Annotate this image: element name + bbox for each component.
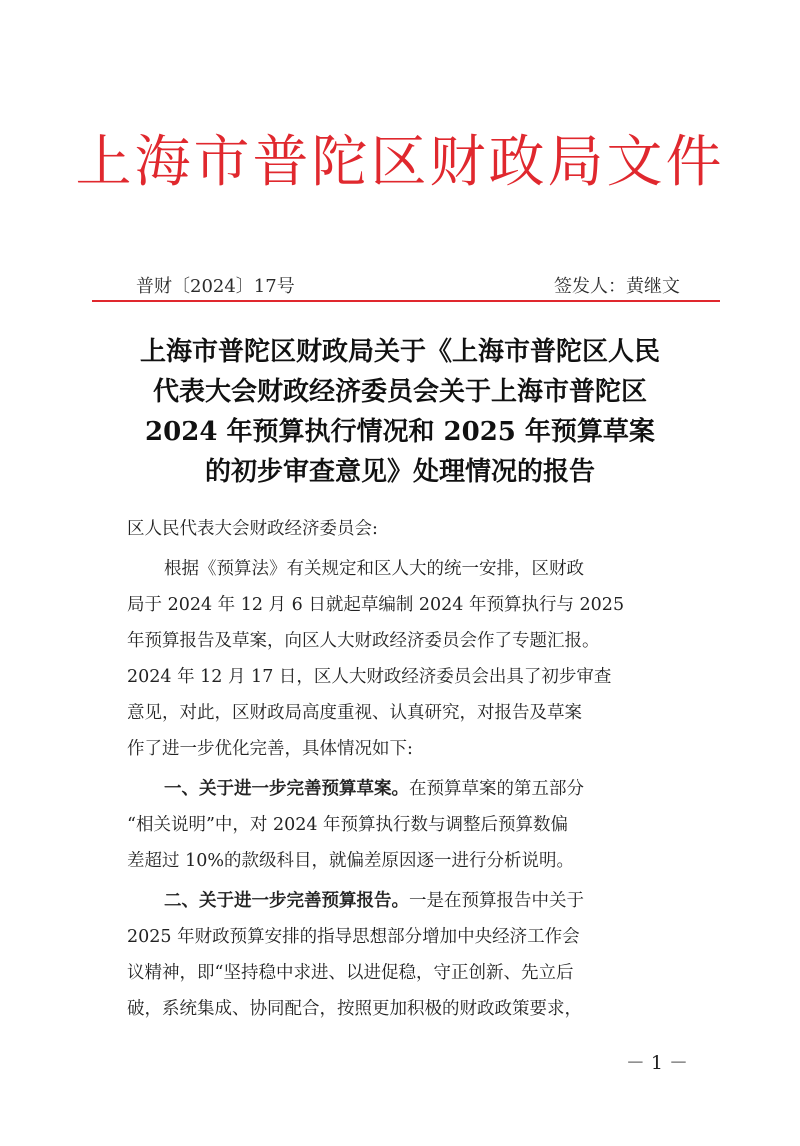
body-line: 年预算报告及草案，向区人大财政经济委员会作了专题汇报。 xyxy=(127,631,600,651)
body-line: 破，系统集成、协同配合，按照更加积极的财政政策要求， xyxy=(127,999,582,1019)
document-number: 普财〔2024〕17号 xyxy=(136,276,295,297)
body-line: 作了进一步优化完善，具体情况如下: xyxy=(127,739,413,759)
report-title-line: 上海市普陀区财政局关于《上海市普陀区人民 xyxy=(139,337,660,367)
body-line: 根据《预算法》有关规定和区人大的统一安排，区财政 xyxy=(164,559,584,579)
report-title-line: 的初步审查意见》处理情况的报告 xyxy=(204,457,595,487)
body-line: 意见，对此，区财政局高度重视、认真研究，对报告及草案 xyxy=(127,703,582,723)
body-line: “相关说明”中，对 2024 年预算执行数与调整后预算数偏 xyxy=(127,815,569,835)
report-title xyxy=(90,332,710,492)
section-1-heading: 一、关于进一步完善预算草案。 xyxy=(164,779,409,799)
section-1-text: 在预算草案的第五部分 xyxy=(409,779,584,799)
section-1-first-line xyxy=(127,776,707,812)
body-line: 2025 年财政预算安排的指导思想部分增加中央经济工作会 xyxy=(127,927,580,947)
section-2-first-line xyxy=(127,888,707,924)
section-2-text: 一是在预算报告中关于 xyxy=(409,891,584,911)
section-2-heading: 二、关于进一步完善预算报告。 xyxy=(164,891,409,911)
salutation: 区人民代表大会财政经济委员会: xyxy=(127,519,378,539)
body-line: 局于 2024 年 12 月 6 日就起草编制 2024 年预算执行与 2025 xyxy=(127,595,625,615)
page-number: － 1 － xyxy=(625,1052,688,1074)
letterhead-title: 上海市普陀区财政局文件 xyxy=(75,130,725,195)
report-title-line: 代表大会财政经济委员会关于上海市普陀区 xyxy=(152,377,647,407)
report-body xyxy=(127,556,707,1032)
signer: 签发人：黄继文 xyxy=(554,276,680,297)
body-line: 差超过 10%的款级科目，就偏差原因逐一进行分析说明。 xyxy=(127,851,574,871)
body-line: 议精神，即“坚持稳中求进、以进促稳，守正创新、先立后 xyxy=(127,963,574,983)
report-title-line: 2024 年预算执行情况和 2025 年预算草案 xyxy=(145,417,655,447)
body-line: 2024 年 12 月 17 日，区人大财政经济委员会出具了初步审查 xyxy=(127,667,612,687)
red-divider-line xyxy=(92,300,720,302)
